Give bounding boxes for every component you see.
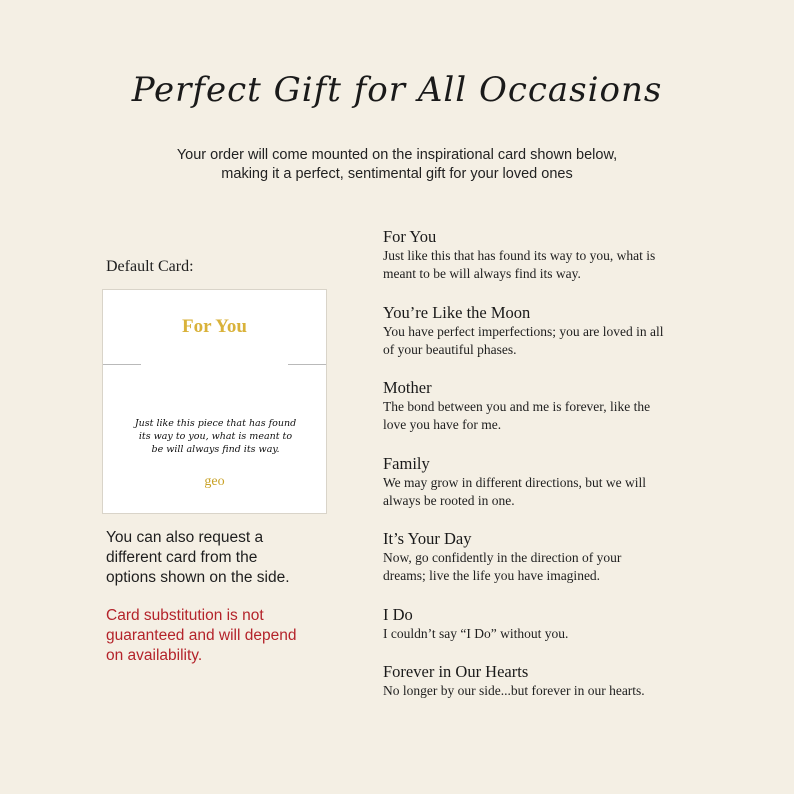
option-title: For You bbox=[383, 227, 437, 246]
card-divider-left bbox=[103, 364, 141, 365]
warning-line: guaranteed and will depend bbox=[106, 627, 297, 644]
option-line: dreams; live the life you have imagined. bbox=[383, 568, 601, 583]
card-brand-logo: geo bbox=[204, 474, 225, 489]
default-card-label: Default Card: bbox=[106, 258, 194, 275]
option-description bbox=[383, 323, 713, 359]
card-option-your-day bbox=[383, 529, 713, 585]
subtitle-line: making it a perfect, sentimental gift for your loved ones bbox=[221, 166, 573, 182]
page-title: Perfect Gift for All Occasions bbox=[131, 70, 663, 110]
option-description bbox=[383, 398, 713, 434]
card-message-line: be will always find its way. bbox=[151, 444, 280, 455]
subtitle-line: Your order will come mounted on the inspirational card shown below, bbox=[176, 147, 618, 163]
option-title: I Do bbox=[383, 605, 413, 624]
option-line: I couldn’t say “I Do” without you. bbox=[383, 626, 569, 641]
option-line: love you have for me. bbox=[383, 417, 502, 432]
card-option-for-you bbox=[383, 227, 713, 283]
card-option-mother bbox=[383, 378, 713, 434]
option-description bbox=[383, 682, 713, 700]
option-title: Forever in Our Hearts bbox=[383, 662, 529, 681]
note-line: different card from the bbox=[106, 549, 258, 566]
note-line: You can also request a bbox=[106, 529, 264, 546]
option-description bbox=[383, 247, 713, 283]
card-option-forever bbox=[383, 662, 713, 700]
default-card-image bbox=[102, 289, 327, 514]
option-line: The bond between you and me is forever, like the bbox=[383, 399, 651, 414]
option-line: Now, go confidently in the direction of your bbox=[383, 550, 622, 565]
card-message-line: Just like this piece that has found bbox=[134, 418, 297, 429]
option-description bbox=[383, 474, 713, 510]
request-note bbox=[106, 528, 346, 588]
card-title: For You bbox=[182, 316, 247, 337]
option-title: You’re Like the Moon bbox=[383, 303, 531, 322]
card-message-line: its way to you, what is meant to bbox=[138, 431, 293, 442]
option-title: Mother bbox=[383, 378, 432, 397]
substitution-warning bbox=[106, 606, 346, 666]
warning-line: Card substitution is not bbox=[106, 607, 264, 624]
card-divider-right bbox=[288, 364, 326, 365]
option-title: It’s Your Day bbox=[383, 529, 472, 548]
option-title: Family bbox=[383, 454, 430, 473]
warning-line: on availability. bbox=[106, 647, 203, 664]
option-line: of your beautiful phases. bbox=[383, 342, 517, 357]
note-line: options shown on the side. bbox=[106, 569, 290, 586]
option-description bbox=[383, 549, 713, 585]
card-option-i-do bbox=[383, 605, 713, 643]
option-line: always be rooted in one. bbox=[383, 493, 515, 508]
option-description bbox=[383, 625, 713, 643]
option-line: No longer by our side...but forever in our hearts. bbox=[383, 683, 645, 698]
option-line: meant to be will always find its way. bbox=[383, 266, 581, 281]
card-option-moon bbox=[383, 303, 713, 359]
option-line: Just like this that has found its way to you, what is bbox=[383, 248, 656, 263]
option-line: We may grow in different directions, but we will bbox=[383, 475, 646, 490]
option-line: You have perfect imperfections; you are loved in all bbox=[383, 324, 664, 339]
card-option-family bbox=[383, 454, 713, 510]
card-message bbox=[123, 417, 308, 456]
page-subtitle bbox=[0, 146, 794, 184]
